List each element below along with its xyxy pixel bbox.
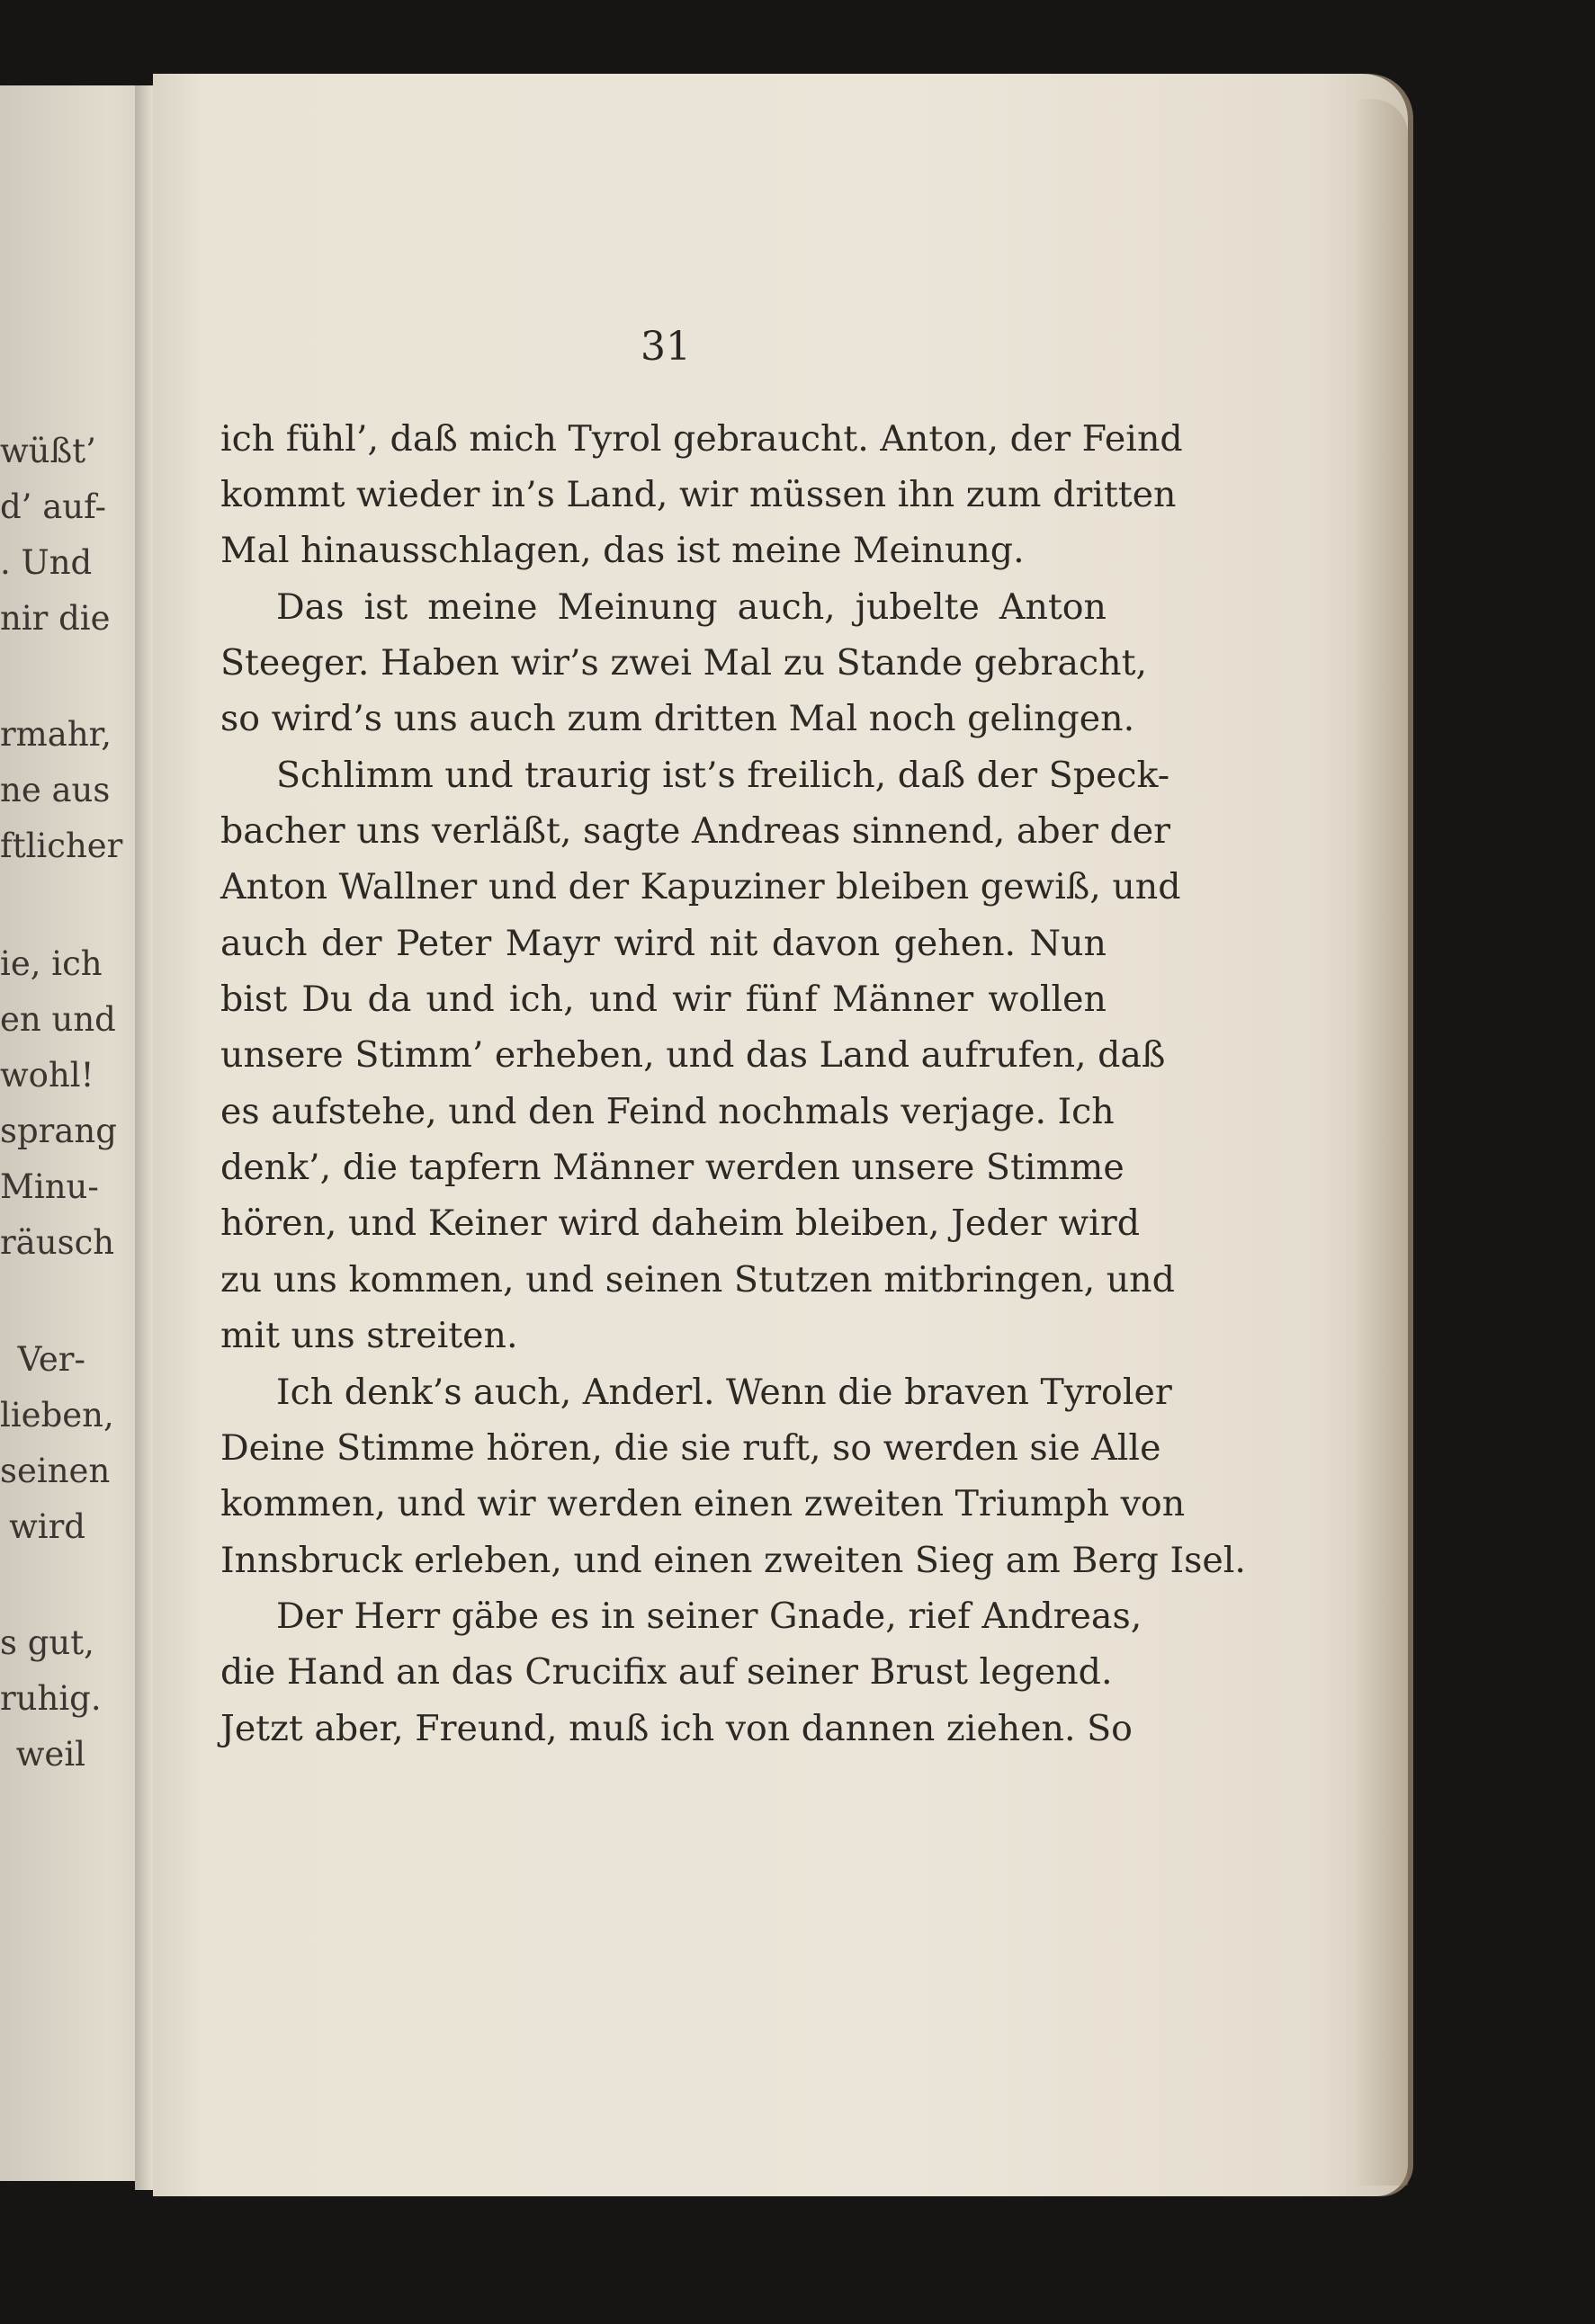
left-fragment-line: wird bbox=[9, 1507, 85, 1546]
text-line: kommt wieder in’s Land, wir müssen ihn zum dritten bbox=[220, 474, 1177, 515]
text-line: kommen, und wir werden einen zweiten Triumph von bbox=[220, 1483, 1186, 1524]
text-line: zu uns kommen, und seinen Stutzen mitbringen, und bbox=[220, 1259, 1175, 1301]
left-fragment-line: . Und bbox=[0, 543, 93, 582]
left-fragment-line: rmahr, bbox=[0, 715, 112, 754]
page-edge-shadow bbox=[1354, 99, 1408, 2185]
left-fragment-line: sprang bbox=[0, 1112, 117, 1150]
left-fragment-line: ie, ich bbox=[0, 944, 103, 983]
text-line: Jetzt aber, Freund, muß ich von dannen ziehen. So bbox=[220, 1708, 1133, 1749]
left-fragment-line: s gut, bbox=[0, 1623, 94, 1662]
text-line: Der Herr gäbe es in seiner Gnade, rief Andreas, bbox=[276, 1596, 1142, 1637]
left-fragment-line: wüßt’ bbox=[0, 432, 96, 470]
text-line: Schlimm und traurig ist’s freilich, daß der Speck- bbox=[276, 755, 1170, 796]
main-page bbox=[153, 74, 1408, 2196]
text-line: mit uns streiten. bbox=[220, 1315, 518, 1356]
text-line: so wird’s uns auch zum dritten Mal noch gelingen. bbox=[220, 698, 1135, 739]
left-page-fragment bbox=[0, 85, 157, 2181]
left-fragment-line: lieben, bbox=[0, 1396, 114, 1435]
page-number: 31 bbox=[641, 324, 691, 370]
text-line: die Hand an das Crucifix auf seiner Brust legend. bbox=[220, 1651, 1113, 1693]
text-line: auch der Peter Mayr wird nit davon gehen. Nun bbox=[220, 923, 1107, 964]
left-fragment-line: wohl! bbox=[0, 1056, 94, 1095]
text-line: hören, und Keiner wird daheim bleiben, Jeder wird bbox=[220, 1202, 1140, 1244]
left-fragment-line: Ver- bbox=[17, 1340, 85, 1379]
text-line: bist Du da und ich, und wir fünf Männer wollen bbox=[220, 979, 1107, 1020]
left-fragment-line: nir die bbox=[0, 599, 111, 638]
left-fragment-line: räusch bbox=[0, 1223, 115, 1262]
text-line: Innsbruck erleben, und einen zweiten Sieg am Berg Isel. bbox=[220, 1540, 1246, 1581]
text-line: Steeger. Haben wir’s zwei Mal zu Stande gebracht, bbox=[220, 642, 1148, 684]
left-fragment-line: Minu- bbox=[0, 1167, 99, 1206]
left-fragment-line: seinen bbox=[0, 1452, 111, 1490]
text-line: bacher uns verläßt, sagte Andreas sinnend, aber der bbox=[220, 810, 1171, 852]
text-line: Anton Wallner und der Kapuziner bleiben gewiß, und bbox=[220, 866, 1181, 907]
left-fragment-line: ruhig. bbox=[0, 1679, 102, 1718]
text-line: Das ist meine Meinung auch, jubelte Anton bbox=[276, 586, 1107, 628]
text-line: Ich denk’s auch, Anderl. Wenn die braven Tyroler bbox=[276, 1372, 1172, 1413]
left-fragment-line: weil bbox=[15, 1735, 85, 1774]
text-line: es aufstehe, und den Feind nochmals verjage. Ich bbox=[220, 1091, 1115, 1132]
text-line: unsere Stimm’ erheben, und das Land aufrufen, daß bbox=[220, 1034, 1166, 1076]
text-line: Deine Stimme hören, die sie ruft, so werden sie Alle bbox=[220, 1427, 1161, 1469]
left-fragment-line: en und bbox=[0, 1000, 116, 1039]
text-line: denk’, die tapfern Männer werden unsere Stimme bbox=[220, 1147, 1125, 1188]
text-line: Mal hinausschlagen, das ist meine Meinung. bbox=[220, 530, 1025, 571]
text-line: ich fühl’, daß mich Tyrol gebraucht. Anton, der Feind bbox=[220, 418, 1183, 460]
left-fragment-line: ftlicher bbox=[0, 827, 123, 865]
left-fragment-line: d’ auf- bbox=[0, 487, 106, 526]
left-fragment-line: ne aus bbox=[0, 771, 111, 809]
